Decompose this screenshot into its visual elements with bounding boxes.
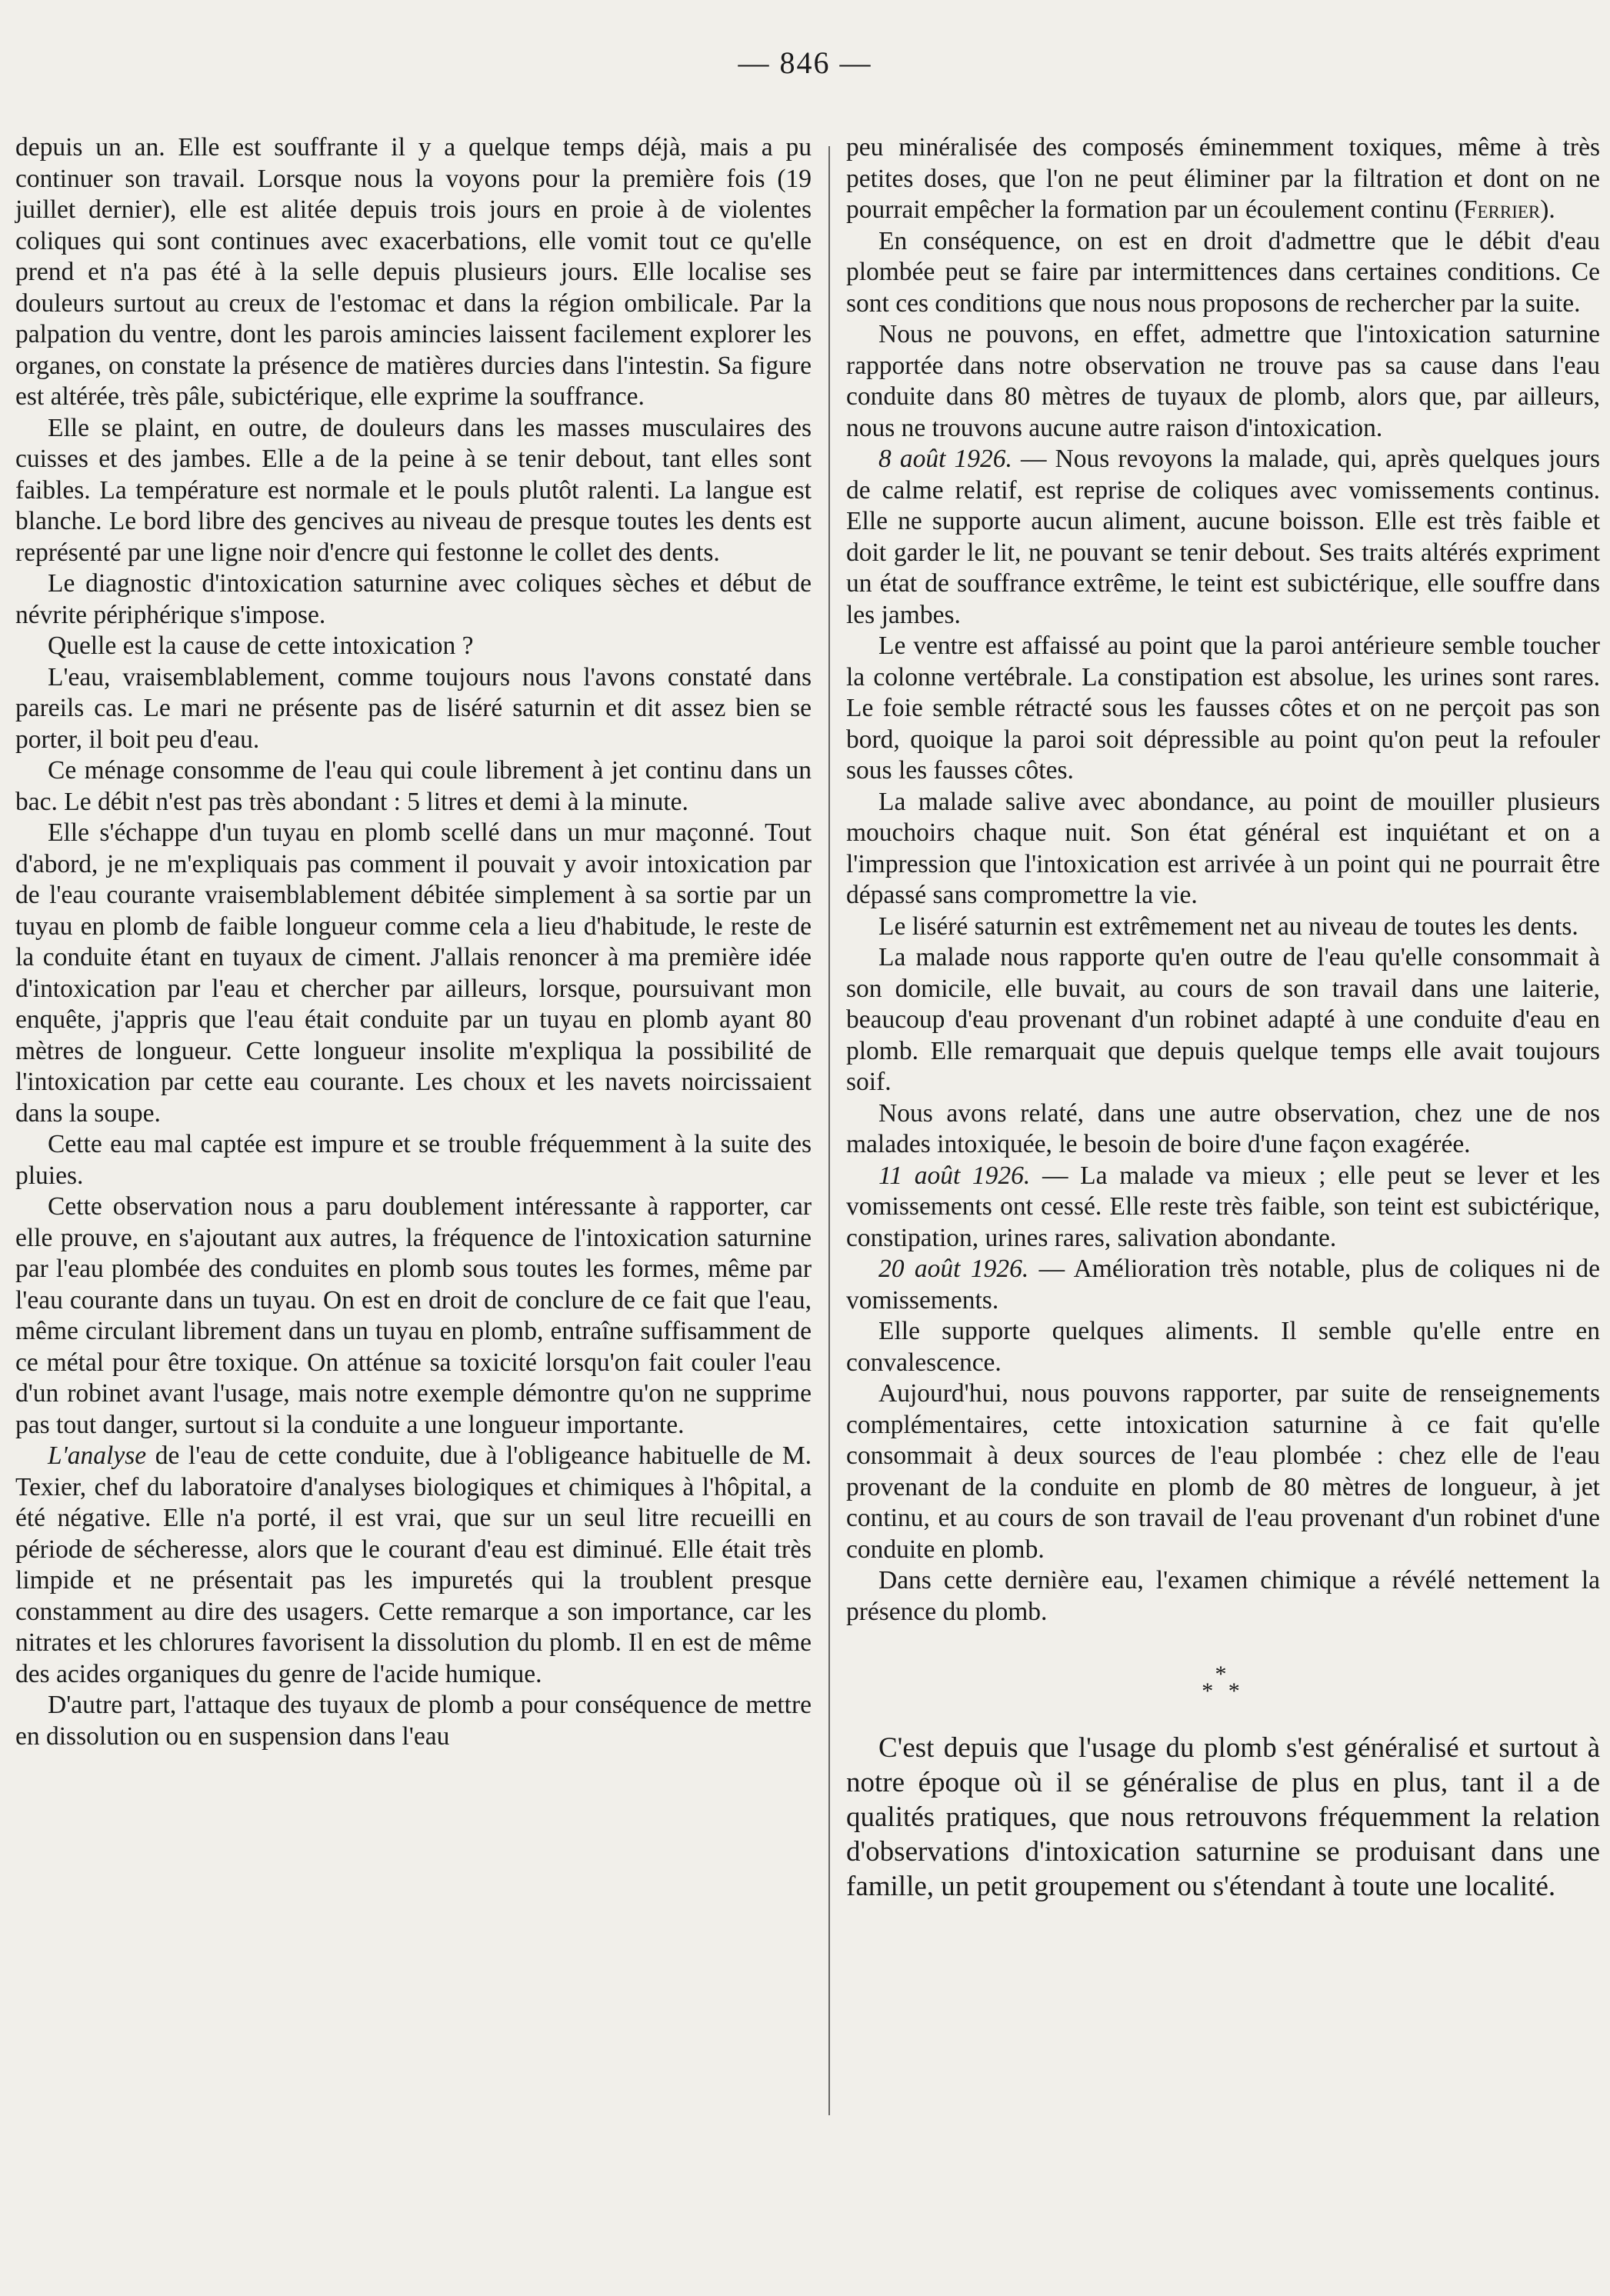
paragraph: Ce ménage consomme de l'eau qui coule librement à jet continu dans un bac. Le débit n'est pas très abondant : 5 litres et demi à la minute. <box>15 756 812 816</box>
paragraph-dated <box>846 444 1600 631</box>
paragraph-dated <box>846 1161 1600 1255</box>
paragraph: Elle s'échappe d'un tuyau en plomb scellé dans un mur maçonné. Tout d'abord, je ne m'expliquais pas comment il pouvait y avoir intoxication par de l'eau courante vraisemblablement débitée simplement à sa sortie par un tuyau en plomb de faible longueur comme cela a lieu d'habitude, le reste de la conduite étant en tuyaux de ciment. J'allais renoncer à ma première idée d'intoxication par l'eau et chercher par ailleurs, lorsque, poursuivant mon enquête, j'appris que l'eau était conduite par un tuyau en plomb ayant 80 mètres de longueur. Cette longueur insolite m'expliqua la possibilité de l'intoxication par cette eau courante. Les choux et les navets noircissaient dans la soupe. <box>15 818 812 1128</box>
right-column <box>846 132 1600 1904</box>
paragraph: Le liséré saturnin est extrêmement net au niveau de toutes les dents. <box>878 911 1578 941</box>
paragraph: depuis un an. Elle est souffrante il y a quelque temps déjà, mais a pu continuer son travail. Lorsque nous la voyons pour la première fois (19 juillet dernier), elle est alitée depuis trois jours en proie à de violentes coliques qui sont continues avec exacerbations, elle vomit tout ce qu'elle prend et n'a pas été à la selle depuis plusieurs jours. Elle localise ses douleurs surtout au creux de l'estomac et dans la région ombilicale. Par la palpation du ventre, dont les parois amincies laissent facilement explorer les organes, on constate la présence de matières durcies dans l'intestin. Sa figure est altérée, très pâle, subictérique, elle exprime la souffrance. <box>15 133 812 411</box>
paragraph: Elle supporte quelques aliments. Il semble qu'elle entre en convalescence. <box>846 1317 1600 1377</box>
entry-date: 11 août 1926. <box>878 1161 1031 1190</box>
entry-date: 20 août 1926. <box>878 1255 1029 1283</box>
paragraph: Cette eau mal captée est impure et se trouble fréquemment à la suite des pluies. <box>15 1130 812 1190</box>
page-number: — 846 — <box>738 45 872 80</box>
paragraph: Le ventre est affaissé au point que la paroi antérieure semble toucher la colonne vertébrale. La constipation est absolue, les urines sont rares. Le foie semble rétracté sous les fausses côtes et on ne perçoit pas son bord, quoique la paroi soit dépressible au point qu'on peut la refouler sous les fausses côtes. <box>846 631 1600 785</box>
paragraph-text: — La malade va mieux ; elle peut se lever et les vomissements ont cessé. Elle reste très faible, son teint est subictérique, constipation, urines rares, salivation abondante. <box>846 1161 1600 1252</box>
paragraph: Elle se plaint, en outre, de douleurs dans les masses musculaires des cuisses et des jambes. Elle a de la peine à se tenir debout, tant elles sont faibles. La température est normale et le pouls plutôt ralenti. La langue est blanche. Le bord libre des gencives au niveau de presque toutes les dents est représenté par une ligne noir d'encre qui festonne le collet des dents. <box>15 413 812 567</box>
paragraph-text: — Amélioration très notable, plus de coliques ni de vomissements. <box>846 1255 1601 1315</box>
paragraph: La malade nous rapporte qu'en outre de l'eau qu'elle consommait à son domicile, elle buvait, au cours de son travail dans une laiterie, beaucoup d'eau provenant d'un robinet adapté à une conduite d'eau en plomb. Elle remarquait que depuis quelque temps elle avait toujours soif. <box>846 943 1600 1096</box>
paragraph-analysis <box>15 1441 812 1690</box>
paragraph: Quelle est la cause de cette intoxication ? <box>48 631 474 660</box>
paragraph: Nous avons relaté, dans une autre observation, chez une de nos malades intoxiquée, le besoin de boire d'une façon exagérée. <box>846 1098 1600 1158</box>
paragraph: En conséquence, on est en droit d'admettre que le débit d'eau plombée peut se faire par intermittences dans certaines conditions. Ce sont ces conditions que nous nous proposons de rechercher par la suite. <box>846 226 1600 318</box>
paragraph-dated <box>846 1254 1600 1316</box>
paragraph: L'eau, vraisemblablement, comme toujours nous l'avons constaté dans pareils cas. Le mari ne présente pas de liséré saturnin et dit assez bien se porter, il boit peu d'eau. <box>15 662 812 754</box>
paragraph-text: de l'eau de cette conduite, due à l'obligeance habituelle de M. Texier, chef du laboratoire d'analyses biologiques et chimiques à l'hôpital, a été négative. Elle n'a porté, il est vrai, que sur un seul litre recueilli en période de sécheresse, alors que le courant d'eau est diminué. Elle était très limpide et ne présentait pas les impuretés qui la troublent presque constamment au dire des usagers. Cette remarque a son importance, car les nitrates et les chlorures favorisent la dissolution du plomb. Il en est de même des acides organiques du genre de l'acide humique. <box>15 1441 812 1688</box>
analysis-label: L'analyse <box>48 1441 147 1470</box>
paragraph: Le diagnostic d'intoxication saturnine avec coliques sèches et début de névrite périphérique s'impose. <box>15 569 812 629</box>
paragraph <box>846 132 1600 226</box>
paragraph: C'est depuis que l'usage du plomb s'est généralisé et surtout à notre époque où il se généralise de plus en plus, tant il a de qualités pratiques, que nous retrouvons fréquemment la relation d'observations d'intoxication saturnine se produisant dans une famille, un petit groupement ou s'étendant à toute une localité. <box>846 1732 1600 1902</box>
paragraph: Nous ne pouvons, en effet, admettre que l'intoxication saturnine rapportée dans notre observation ne trouve pas sa cause dans l'eau conduite dans 80 mètres de tuyaux de plomb, alors que, par ailleurs, nous ne trouvons aucune autre raison d'intoxication. <box>846 320 1600 442</box>
paragraph-text: — Nous revoyons la malade, qui, après quelques jours de calme relatif, est reprise de coliques avec vomissements continus. Elle ne supporte aucun aliment, aucune boisson. Elle est très faible et doit garder le lit, ne pouvant se tenir debout. Ses traits altérés expriment un état de souffrance extrême, le teint est subictérique, elle souffre dans les jambes. <box>846 445 1600 629</box>
paragraph: Dans cette dernière eau, l'examen chimique a révélé nettement la présence du plomb. <box>846 1566 1600 1626</box>
paragraph: Cette observation nous a paru doublement intéressante à rapporter, car elle prouve, en s'ajoutant aux autres, la fréquence de l'intoxication saturnine par l'eau plombée des conduites en plomb sous toutes les formes, même par l'eau courante dans un tuyau. On est en droit de conclure de ce fait que l'eau, même circulant librement dans un tuyau en plomb, entraîne suffisamment de ce métal pour être toxique. On atténue sa toxicité lorsqu'on fait couler l'eau d'un robinet avant l'usage, mais notre exemple démontre qu'on ne supprime pas tout danger, surtout si la conduite a une longueur importante. <box>15 1192 812 1439</box>
paragraph: D'autre part, l'attaque des tuyaux de plomb a pour conséquence de mettre en dissolution ou en suspension dans l'eau <box>15 1691 812 1751</box>
left-column <box>15 132 812 1752</box>
column-divider <box>828 146 830 2115</box>
paragraph-text: peu minéralisée des composés éminemment toxiques, même à très petites doses, que l'on ne peut éliminer par la filtration et dont on ne pourrait empêcher la formation par un écoulement continu ( <box>846 133 1600 224</box>
paragraph: Aujourd'hui, nous pouvons rapporter, par suite de renseignements complémentaires, cette intoxication saturnine à ce fait qu'elle consommait à deux sources de l'eau plombée : chez elle de l'eau provenant de la conduite en plomb de 80 mètres de longueur, à jet continu, et au cours de son travail de l'eau provenant d'un robinet d'une conduite en plomb. <box>846 1379 1600 1564</box>
section-separator: * * * <box>1202 1661 1245 1704</box>
paragraph: La malade salive avec abondance, au point de mouiller plusieurs mouchoirs chaque nuit. Son état général est inquiétant et on a l'impression que l'intoxication est arrivée à un point qui ne pourrait être dépassé sans compromettre la vie. <box>846 787 1600 909</box>
paragraph-text: ). <box>1540 195 1555 224</box>
entry-date: 8 août 1926. <box>878 445 1012 473</box>
author-reference: Ferrier <box>1462 195 1541 224</box>
